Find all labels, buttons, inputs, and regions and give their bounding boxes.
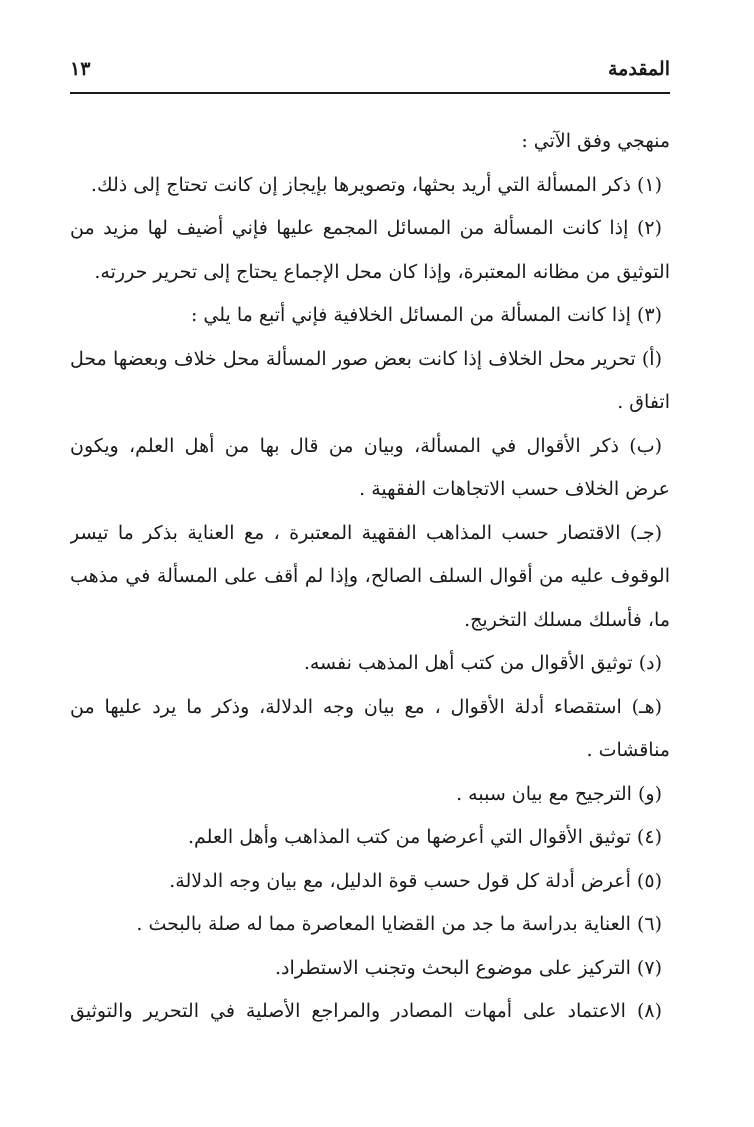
list-item: (٣) إذا كانت المسألة من المسائل الخلافية فإني أتبع ما يلي :: [190, 304, 662, 326]
list-item: (٥) أعرض أدلة كل قول حسب قوة الدليل، مع بيان وجه الدلالة.: [169, 869, 662, 892]
page-number: ١٣: [70, 58, 91, 80]
list-item: (١) ذكر المسألة التي أريد بحثها، وتصويرها بإيجاز إن كانت تحتاج إلى ذلك.: [90, 173, 662, 196]
text-line: التوثيق من مظانه المعتبرة، وإذا كان محل الإجماع يحتاج إلى تحرير حررته.: [94, 260, 670, 283]
list-item: (جـ) الاقتصار حسب المذاهب الفقهية المعتبرة ، مع العناية بذكر ما تيسر: [70, 521, 662, 544]
list-item: (د) توثيق الأقوال من كتب أهل المذهب نفسه.: [303, 652, 662, 674]
list-item: (٤) توثيق الأقوال التي أعرضها من كتب المذاهب وأهل العلم.: [187, 826, 662, 848]
text-line: عرض الخلاف حسب الاتجاهات الفقهية .: [359, 478, 670, 500]
text-line: ما، فأسلك مسلك التخريج.: [464, 608, 670, 631]
text-line: اتفاق .: [617, 391, 670, 413]
list-item: (٧) التركيز على موضوع البحث وتجنب الاستطراد.: [274, 956, 662, 979]
chapter-title: المقدمة: [607, 58, 670, 80]
list-item: (أ) تحرير محل الخلاف إذا كانت بعض صور المسألة محل خلاف وبعضها محل: [70, 347, 662, 370]
list-item: (و) الترجيح مع بيان سببه .: [456, 782, 662, 805]
text-line: منهجي وفق الآتي :: [521, 130, 670, 152]
body-text: [70, 120, 670, 1034]
list-item: (٦) العناية بدراسة ما جد من القضايا المعاصرة مما له صلة بالبحث .: [136, 913, 662, 935]
text-line: مناقشات .: [586, 739, 670, 761]
running-header: [70, 52, 670, 94]
list-item: (٢) إذا كانت المسألة من المسائل المجمع عليها فإني أضيف لها مزيد من: [70, 217, 662, 239]
list-item: (ب) ذكر الأقوال في المسألة، وبيان من قال بها من أهل العلم، ويكون: [70, 434, 662, 457]
list-item: (٨) الاعتماد على أمهات المصادر والمراجع الأصلية في التحرير والتوثيق: [70, 1000, 662, 1022]
list-item: (هـ) استقصاء أدلة الأقوال ، مع بيان وجه الدلالة، وذكر ما يرد عليها من: [70, 695, 662, 718]
text-line: الوقوف عليه من أقوال السلف الصالح، وإذا لم أقف على المسألة في مذهب: [70, 565, 670, 587]
